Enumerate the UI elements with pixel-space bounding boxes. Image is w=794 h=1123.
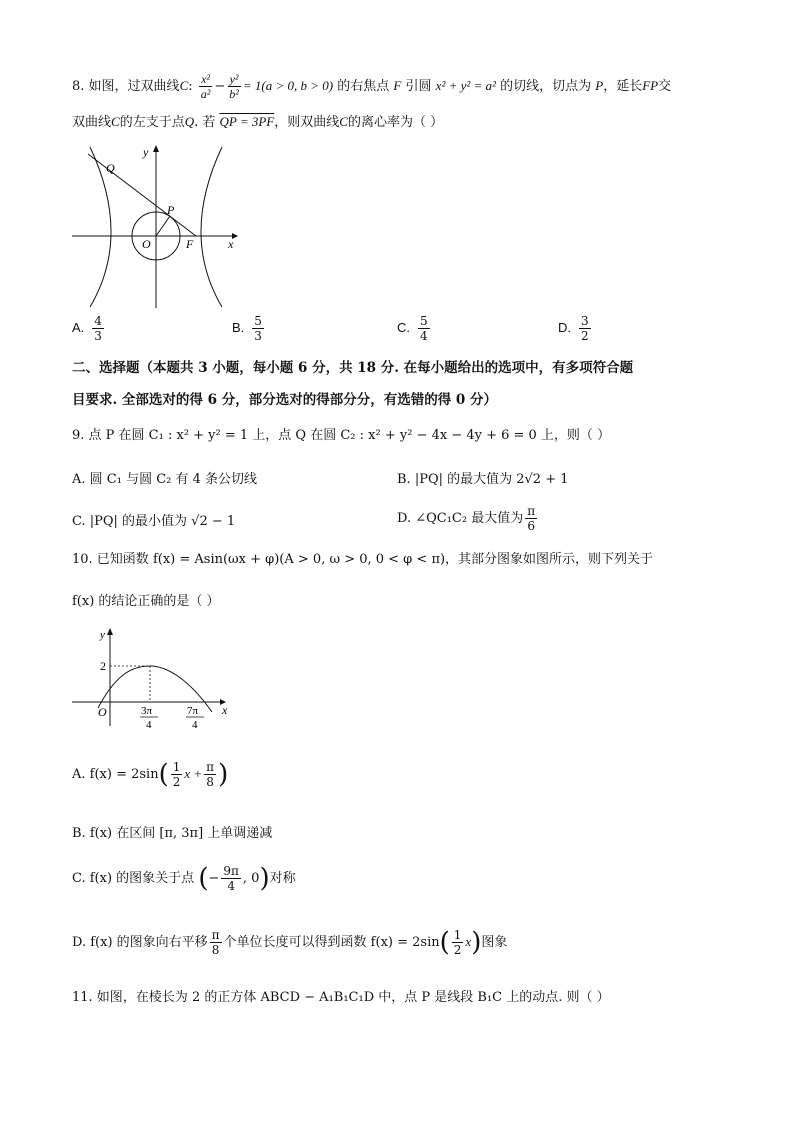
q8-line2 <box>72 112 443 133</box>
section2-line2: 目要求. 全部选对的得 6 分，部分选对的得部分分，有选错的得 0 分） <box>72 392 497 408</box>
q8-line2-curve: C <box>111 114 120 129</box>
q8-y-arrow <box>153 145 159 152</box>
q10-option-d-pre: D. f(x) 的图象向右平移 <box>72 935 208 950</box>
q10-option-d-frac2: $\frac{1}{2}$ <box>453 928 462 957</box>
q8-option-b-frac: $\frac{5}{3}$ <box>254 314 262 343</box>
q8-frac-y: $\frac{\text{y²}}{\text{b²}}$ <box>229 72 239 101</box>
q8-focus: F <box>393 78 402 93</box>
q11-stem: 11. 如图，在棱长为 2 的正方体 ABCD − A₁B₁C₁D 中，点 P 是线段 B₁C 上的动点. 则（ ） <box>72 990 610 1005</box>
q8-vector-eq: QP = 3PF <box>219 114 275 129</box>
q9-option-b: B. |PQ| 的最大值为 2√2 + 1 <box>397 472 569 487</box>
q8-option-d <box>558 314 593 343</box>
q10-tick2-num: 7π <box>187 705 199 717</box>
q8-line2a: 双曲线 <box>72 115 112 130</box>
q9-option-d-text: D. ∠QC₁C₂ 最大值为 <box>397 511 524 526</box>
q10-option-d: D. f(x) 的图象向右平移 $\frac{\pi}{8}$ 个单位长度可以得到函数 f(x) = 2sin( $\frac{1}{2}$ x)图象 <box>72 927 508 958</box>
q10-option-b: B. f(x) 在区间 [π, 3π] 上单调递减 <box>72 826 273 841</box>
q10-y-arrow <box>107 628 113 635</box>
q8-line2b: 的左支于点 <box>119 115 185 130</box>
q8-option-b <box>232 314 266 343</box>
q8-point-p: P <box>595 78 604 93</box>
q8-fig-q: Q <box>106 161 115 175</box>
q8-option-c-frac: $\frac{5}{4}$ <box>420 314 428 343</box>
q8-point-q: Q <box>184 114 195 129</box>
q8-right-branch <box>201 147 222 307</box>
q10-option-a-mid: x + <box>184 766 203 781</box>
q10-tick1-den: 4 <box>146 719 152 731</box>
q8-text5: ，延长 <box>603 79 643 94</box>
q8-eq-tail: = 1(a > 0, b > 0) <box>242 78 334 93</box>
q10-stem-line1: 10. 已知函数 f(x) = Asin(ωx + φ)(A > 0, ω > 0, 0 < φ < π)，其部分图象如图所示，则下列关于 <box>72 552 654 567</box>
q8-text6: 交 <box>658 79 672 94</box>
q10-sine-figure <box>70 626 240 738</box>
q8-fp: FP <box>642 78 659 93</box>
q10-option-c-tail: , 0 <box>242 871 260 886</box>
q10-option-a-frac1: $\frac{1}{2}$ <box>172 760 181 789</box>
q8-option-a <box>72 314 106 343</box>
q8-line2-curve2: C <box>339 114 348 129</box>
q8-text2: 的右焦点 <box>337 79 390 94</box>
q8-option-a-frac: $\frac{4}{3}$ <box>94 314 102 343</box>
q10-option-d-post: 图象 <box>481 935 508 950</box>
q8-frac-x: $\frac{\text{x²}}{\text{a²}}$ <box>200 72 211 101</box>
q8-hyperbola-figure <box>70 142 250 312</box>
q8-option-b-label: B. <box>232 320 245 335</box>
q8-option-d-frac: $\frac{3}{2}$ <box>581 314 589 343</box>
q8-text4: 的切线，切点为 <box>500 79 592 94</box>
q10-fig-o: O <box>98 705 107 719</box>
q10-stem-line2: f(x) 的结论正确的是（ ） <box>72 594 220 609</box>
q10-option-a-frac2: $\frac{\pi}{8}$ <box>206 760 215 789</box>
q9-stem: 9. 点 P 在圆 C₁ : x² + y² = 1 上，点 Q 在圆 C₂ : x² + y² − 4x − 4y + 6 = 0 上，则（ ） <box>72 428 611 443</box>
q10-option-a: A. f(x) = 2sin( $\frac{1}{2}$ x + $\frac{\pi}{8}$ ) <box>72 759 229 790</box>
q8-fig-y: y <box>143 145 149 159</box>
q8-line1: 8. 如图，过双曲线C: $\frac{\text{x²}}{\text{a²}}$ − $\frac{\text{y²}}{\text{b²}}$ = 1(a > 0, b > 0) 的右焦点 F 引圆 x² + y² = a² 的切线，切点为 P，延长FP交 <box>72 72 672 101</box>
q8-option-a-label: A. <box>72 320 85 335</box>
q8-line2d: ，则双曲线 <box>274 115 340 130</box>
q10-option-d-frac1: $\frac{\pi}{8}$ <box>211 928 220 957</box>
q8-line2e: 的离心率为（ ） <box>347 115 444 130</box>
q10-fig-two: 2 <box>100 659 106 673</box>
q10-option-c-post: 对称 <box>269 871 296 886</box>
q10-option-d-mid: 个单位长度可以得到函数 f(x) = 2sin <box>223 935 440 950</box>
q8-option-d-label: D. <box>558 320 571 335</box>
q10-tick2-den: 4 <box>192 719 198 731</box>
q8-fig-p: P <box>167 203 175 217</box>
q9-option-d <box>397 504 539 533</box>
q10-fig-y: y <box>100 629 105 641</box>
q8-option-c <box>397 314 432 343</box>
q8-fig-x: x <box>228 237 234 251</box>
q8-op-segment <box>156 216 170 236</box>
q10-option-d-x: x <box>465 934 472 949</box>
q8-fig-f: F <box>186 237 194 251</box>
q10-option-c-pre: C. f(x) 的图象关于点 <box>72 871 195 886</box>
q8-fig-o: O <box>142 237 151 251</box>
q8-line2c: . 若 <box>194 115 216 130</box>
q9-option-c: C. |PQ| 的最小值为 √2 − 1 <box>72 514 236 529</box>
q10-option-c-minus: − <box>208 871 220 886</box>
section2-line1: 二、选择题（本题共 3 小题，每小题 6 分，共 18 分. 在每小题给出的选项中，有多项符合题 <box>72 360 634 376</box>
q9-option-a: A. 圆 C₁ 与圆 C₂ 有 4 条公切线 <box>72 472 258 487</box>
q10-fig-x: x <box>222 703 228 717</box>
q8-circle-eq: x² + y² = a² <box>435 78 496 93</box>
q10-option-c: C. f(x) 的图象关于点 (− $\frac{9\pi}{4}$ , 0)对称 <box>72 863 296 894</box>
q10-option-a-pre: A. f(x) = 2sin <box>72 767 159 782</box>
q8-tangent-line <box>88 154 196 236</box>
q10-tick1-num: 3π <box>141 705 153 717</box>
q10-option-c-frac: $\frac{9\pi}{4}$ <box>223 864 239 893</box>
q8-text3: 引圆 <box>405 79 432 94</box>
q8-curve-label: C <box>179 78 189 93</box>
q8-number: 8. <box>72 79 85 94</box>
q8-option-c-label: C. <box>397 320 410 335</box>
q8-text1: 如图，过双曲线 <box>88 79 180 94</box>
q9-option-d-frac: $\frac{\pi}{6}$ <box>527 504 536 533</box>
